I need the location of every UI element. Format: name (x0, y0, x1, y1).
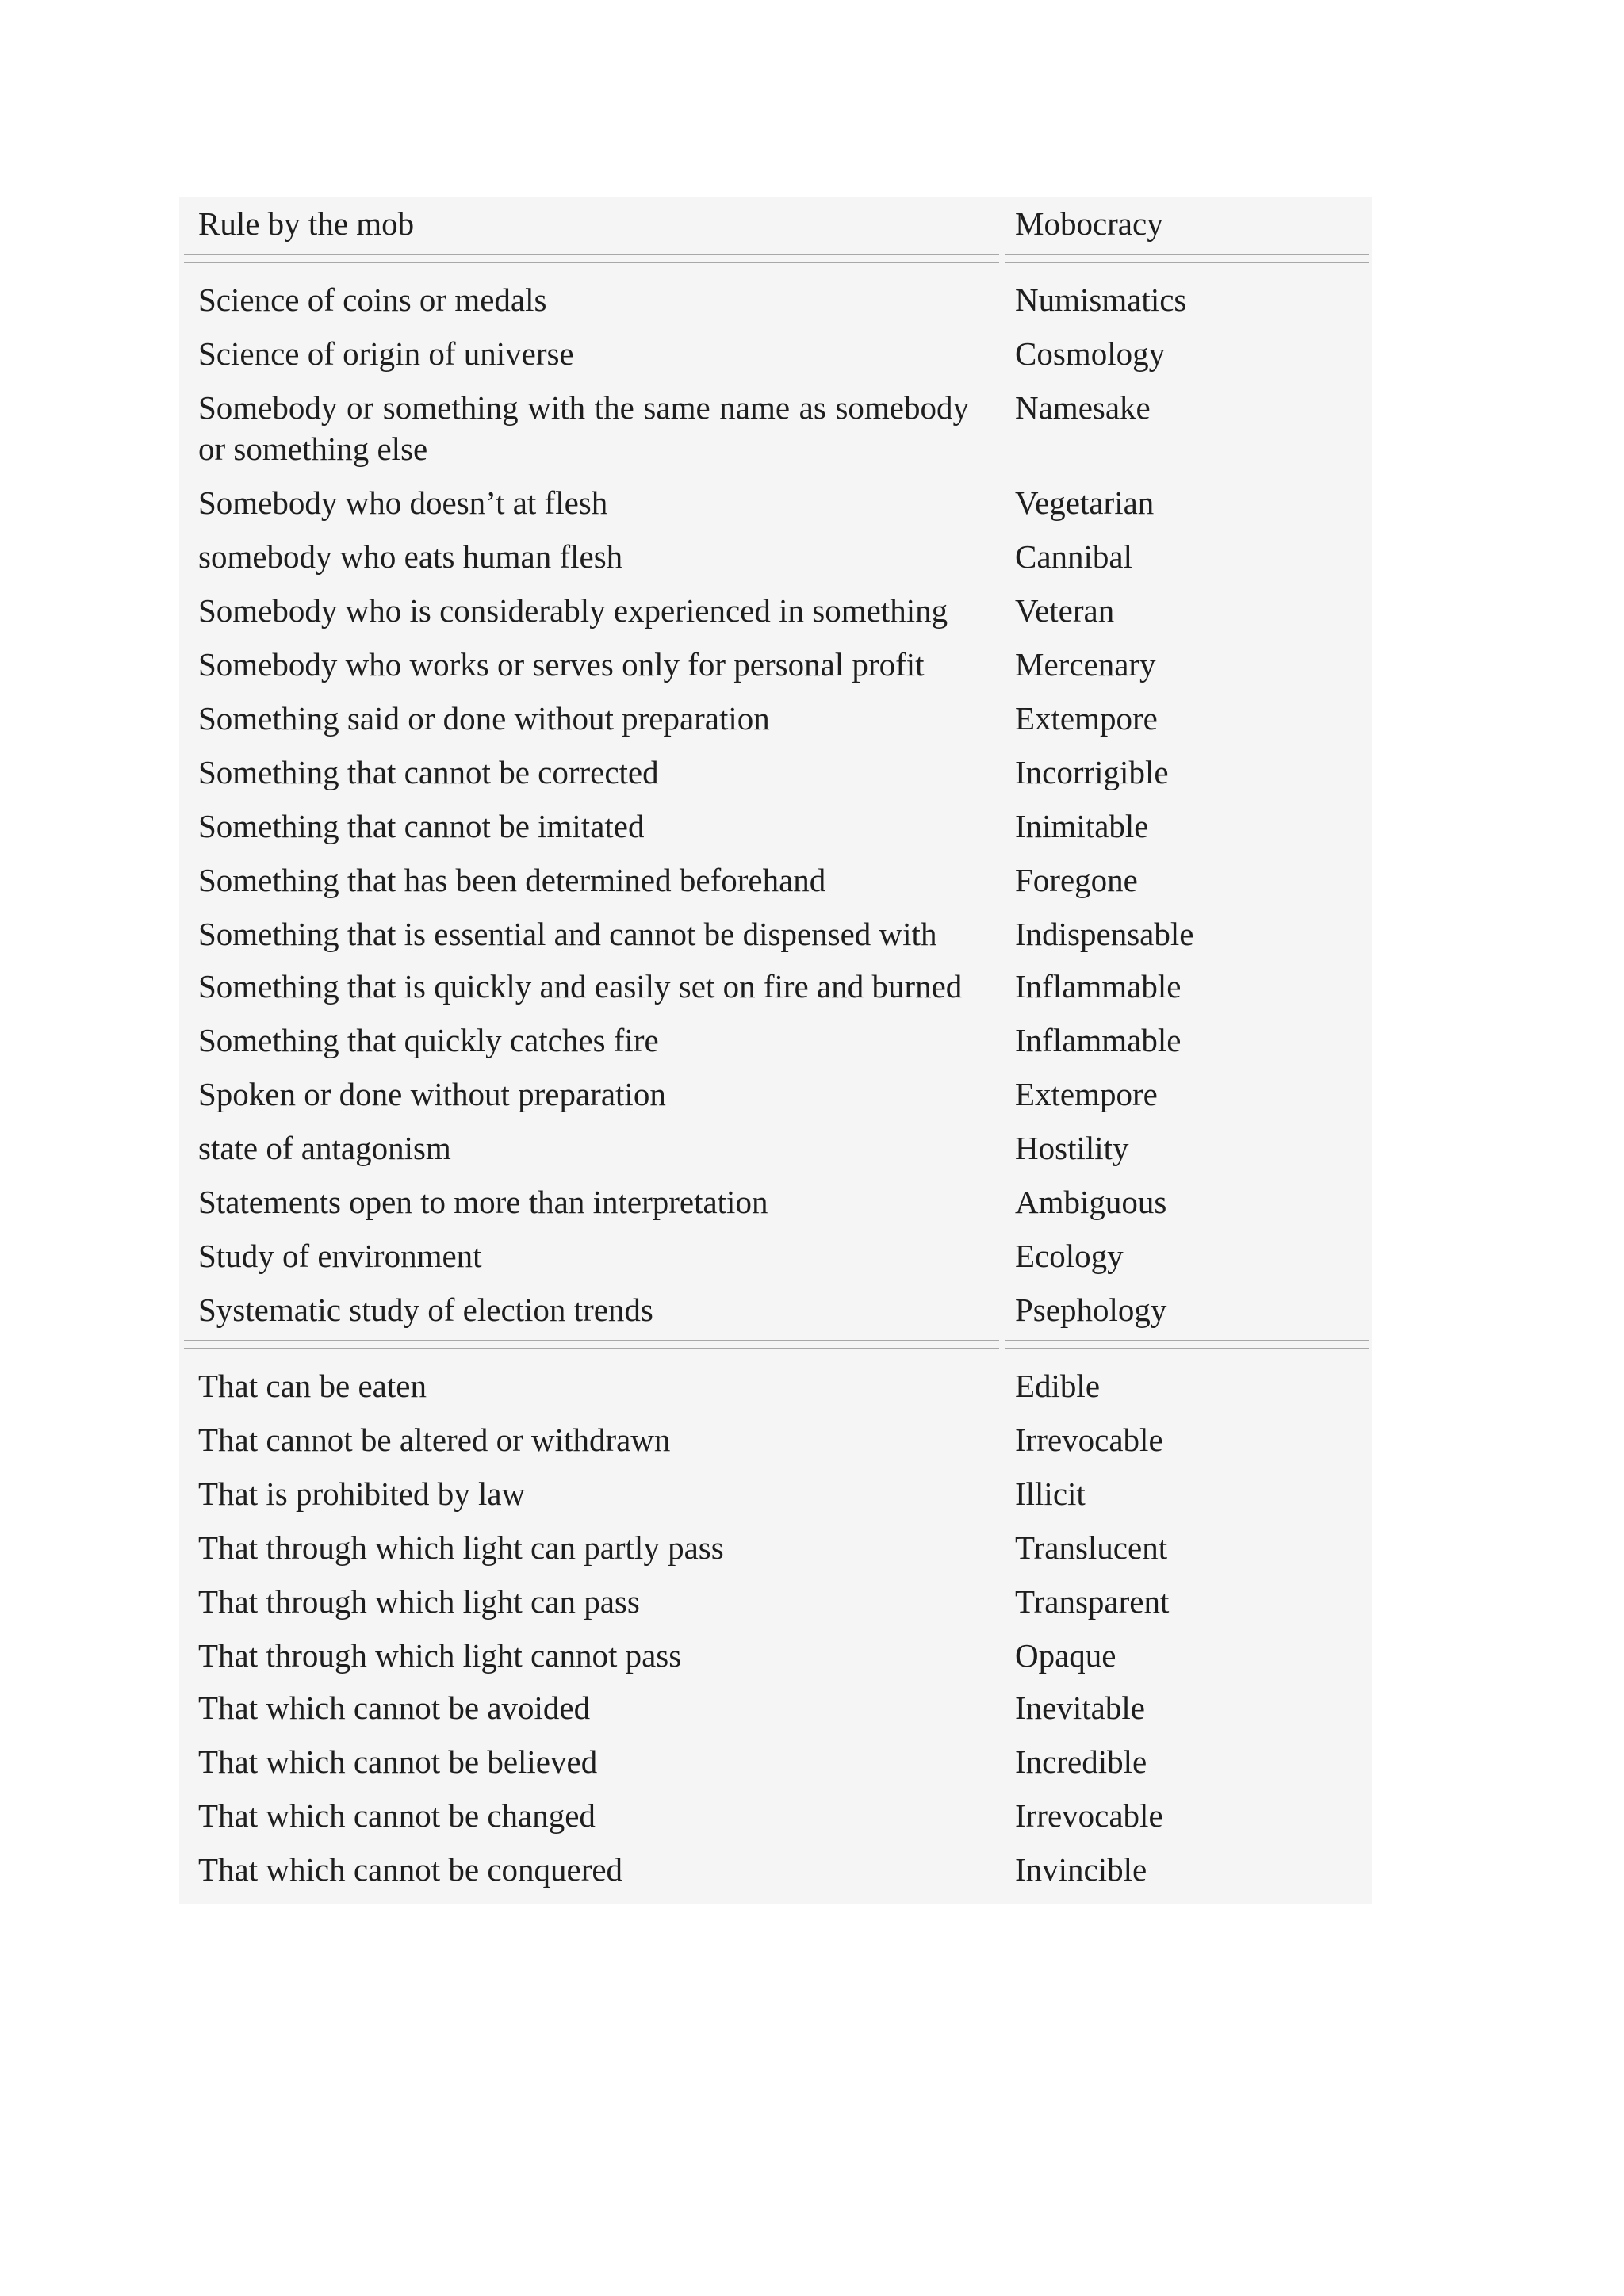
word-cell: Inflammable (1015, 1022, 1182, 1058)
table-row (179, 1635, 1372, 1676)
term-cell: somebody who eats human flesh (198, 538, 623, 575)
table-row (179, 1687, 1372, 1728)
word-cell: Inimitable (1015, 808, 1149, 844)
word-cell: Hostility (1015, 1130, 1129, 1166)
table-row (179, 913, 1372, 955)
section-divider (179, 254, 1372, 263)
table-row (179, 1419, 1372, 1460)
term-cell: That cannot be altered or withdrawn (198, 1422, 671, 1458)
divider-right (1005, 254, 1369, 263)
table-row (179, 752, 1372, 793)
word-cell: Cannibal (1015, 538, 1133, 575)
table-row (179, 644, 1372, 685)
table-row (179, 1365, 1372, 1406)
word-cell: Irrevocable (1015, 1797, 1163, 1834)
term-cell: Something that is quickly and easily set on fire and burned (198, 968, 963, 1004)
table-row (179, 197, 1372, 244)
table-row (179, 1527, 1372, 1568)
table-row (179, 1849, 1372, 1890)
divider-right (1005, 1340, 1369, 1349)
term-cell: Rule by the mob (198, 205, 415, 242)
term-cell: Statements open to more than interpretation (198, 1184, 768, 1220)
word-cell: Ambiguous (1015, 1184, 1167, 1220)
term-cell: Somebody or something with the same name as somebody or something else (198, 389, 969, 467)
word-cell: Veteran (1015, 592, 1115, 629)
term-cell: That can be eaten (198, 1368, 427, 1404)
term-cell: That which cannot be changed (198, 1797, 596, 1834)
divider-left (184, 1340, 999, 1349)
term-cell: Somebody who is considerably experienced in something (198, 592, 948, 629)
table-row (179, 482, 1372, 523)
term-cell: Science of origin of universe (198, 335, 574, 372)
word-cell: Ecology (1015, 1238, 1124, 1274)
table-row (179, 387, 1372, 469)
table-row (179, 536, 1372, 577)
term-cell: Something that cannot be imitated (198, 808, 645, 844)
word-cell: Vegetarian (1015, 484, 1155, 521)
word-cell: Transparent (1015, 1583, 1170, 1620)
table-row (179, 1581, 1372, 1622)
table-row (179, 1020, 1372, 1061)
word-cell: Extempore (1015, 1076, 1158, 1112)
table-row (179, 1741, 1372, 1782)
term-cell: state of antagonism (198, 1130, 451, 1166)
term-cell: Something that quickly catches fire (198, 1022, 659, 1058)
word-cell: Incorrigible (1015, 754, 1169, 790)
table-row (179, 1235, 1372, 1276)
word-cell: Namesake (1015, 389, 1151, 426)
term-cell: Somebody who works or serves only for personal profit (198, 646, 925, 683)
word-cell: Incredible (1015, 1743, 1147, 1780)
word-cell: Inevitable (1015, 1689, 1145, 1726)
table-row (179, 333, 1372, 374)
word-cell: Indispensable (1015, 916, 1194, 952)
table-row (179, 698, 1372, 739)
table-section (179, 1365, 1372, 1890)
term-cell: That which cannot be conquered (198, 1851, 623, 1888)
term-cell: That through which light can partly pass (198, 1529, 724, 1566)
term-cell: That which cannot be avoided (198, 1689, 591, 1726)
word-cell: Inflammable (1015, 968, 1182, 1004)
table-row (179, 590, 1372, 631)
word-cell: Foregone (1015, 862, 1138, 898)
table-section (179, 197, 1372, 244)
table-row (179, 1473, 1372, 1514)
term-cell: Something that is essential and cannot be dispensed with (198, 916, 937, 952)
word-cell: Mercenary (1015, 646, 1156, 683)
term-cell: That which cannot be believed (198, 1743, 598, 1780)
table-row (179, 1181, 1372, 1223)
term-cell: Somebody who doesn’t at flesh (198, 484, 608, 521)
word-cell: Mobocracy (1015, 205, 1163, 242)
table-row (179, 966, 1372, 1007)
table-row (179, 859, 1372, 901)
table-row (179, 806, 1372, 847)
term-cell: Science of coins or medals (198, 281, 547, 318)
term-cell: Something said or done without preparation (198, 700, 770, 737)
table-row (179, 279, 1372, 320)
term-cell: Something that cannot be corrected (198, 754, 659, 790)
term-cell: That through which light can pass (198, 1583, 640, 1620)
term-cell: Study of environment (198, 1238, 482, 1274)
term-cell: That through which light cannot pass (198, 1637, 682, 1674)
word-cell: Translucent (1015, 1529, 1168, 1566)
table-row (179, 1127, 1372, 1169)
word-cell: Psephology (1015, 1292, 1167, 1328)
table-row (179, 1795, 1372, 1836)
word-cell: Cosmology (1015, 335, 1166, 372)
word-cell: Illicit (1015, 1475, 1086, 1512)
word-cell: Extempore (1015, 700, 1158, 737)
word-cell: Invincible (1015, 1851, 1147, 1888)
table-section (179, 279, 1372, 1330)
table-row (179, 1289, 1372, 1330)
word-cell: Edible (1015, 1368, 1101, 1404)
word-cell: Opaque (1015, 1637, 1116, 1674)
section-divider (179, 1340, 1372, 1349)
table-row (179, 1073, 1372, 1115)
term-cell: Systematic study of election trends (198, 1292, 653, 1328)
one-word-substitution-table (179, 197, 1372, 1904)
term-cell: Spoken or done without preparation (198, 1076, 666, 1112)
term-cell: That is prohibited by law (198, 1475, 526, 1512)
word-cell: Numismatics (1015, 281, 1187, 318)
divider-left (184, 254, 999, 263)
word-cell: Irrevocable (1015, 1422, 1163, 1458)
term-cell: Something that has been determined beforehand (198, 862, 826, 898)
